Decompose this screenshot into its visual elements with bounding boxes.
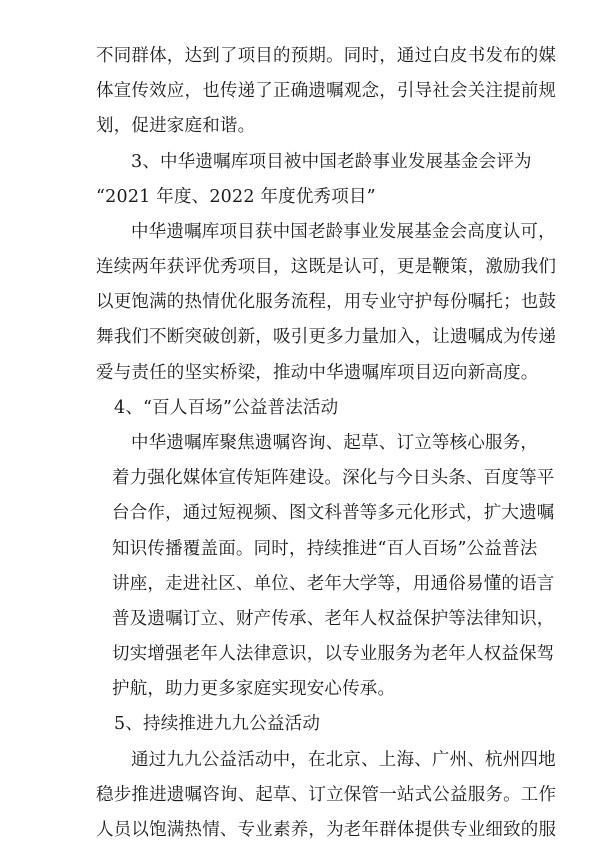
body-text-line: 稳步推进遗嘱咨询、起草、订立保管一站式公益服务。工作 — [96, 785, 557, 805]
body-text-line: 以更饱满的热情优化服务流程，用专业守护每份嘱托；也鼓 — [96, 292, 557, 312]
body-text-line: 中华遗嘱库聚焦遗嘱咨询、起草、订立等核心服务， — [131, 433, 539, 453]
body-text-line: 知识传播覆盖面。同时，持续推进“百人百场”公益普法 — [112, 539, 538, 559]
section-heading-3: 3、中华遗嘱库项目被中国老龄事业发展基金会评为 — [131, 152, 532, 172]
body-text-line: 不同群体，达到了项目的预期。同时，通过白皮书发布的媒 — [96, 46, 557, 66]
body-text-line: 人员以饱满热情、专业素养，为老年群体提供专业细致的服 — [96, 820, 557, 840]
body-text-line: 连续两年获评优秀项目，这既是认可，更是鞭策，激励我们 — [96, 257, 557, 277]
section-heading-4: 4、“百人百场”公益普法活动 — [114, 398, 339, 418]
body-text-line: 讲座，走进社区、单位、老年大学等，用通俗易懂的语言 — [112, 574, 555, 594]
body-text-line: 划，促进家庭和谐。 — [96, 116, 256, 136]
body-text-line: 护航，助力更多家庭实现安心传承。 — [112, 679, 396, 699]
section-heading-5: 5、持续推进九九公益活动 — [114, 714, 321, 734]
body-text-line: 舞我们不断突破创新，吸引更多力量加入，让遗嘱成为传递 — [96, 327, 557, 347]
body-text-line: 爱与责任的坚实桥梁，推动中华遗嘱库项目迈向新高度。 — [96, 363, 539, 383]
body-text-line: 台合作，通过短视频、图文科普等多元化形式，扩大遗嘱 — [112, 503, 555, 523]
body-text-line: 体宣传效应，也传递了正确遗嘱观念，引导社会关注提前规 — [96, 81, 557, 101]
body-text-line: 通过九九公益活动中，在北京、上海、广州、杭州四地 — [131, 750, 556, 770]
section-heading-3-continued: “2021 年度、2022 年度优秀项目” — [96, 187, 376, 207]
body-text-line: 普及遗嘱订立、财产传承、老年人权益保护等法律知识， — [112, 609, 555, 629]
body-text-line: 切实增强老年人法律意识，以专业服务为老年人权益保驾 — [112, 644, 555, 664]
body-text-line: 着力强化媒体宣传矩阵建设。深化与今日头条、百度等平 — [112, 468, 555, 488]
body-text-line: 中华遗嘱库项目获中国老龄事业发展基金会高度认可， — [131, 222, 556, 242]
